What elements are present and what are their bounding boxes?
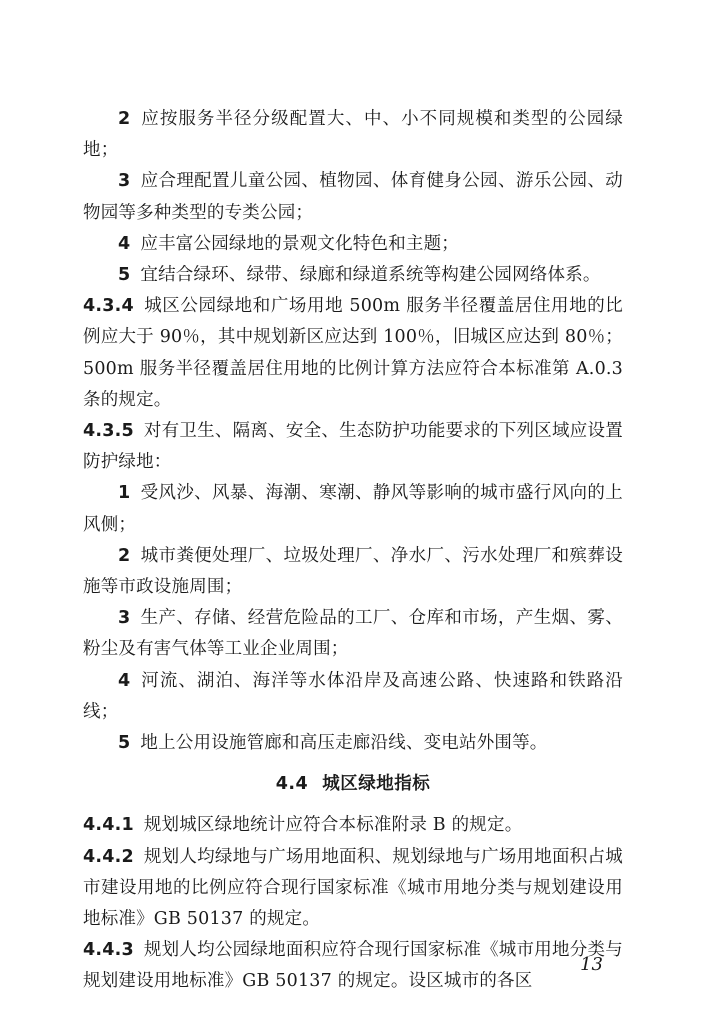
list-item (83, 229, 623, 260)
clause-text: 对有卫生、隔离、安全、生态防护功能要求的下列区域应设置防护绿地： (83, 421, 623, 473)
item-text: 生产、存储、经营危险品的工厂、仓库和市场，产生烟、雾、粉尘及有害气体等工业企业周围； (83, 608, 623, 660)
section-number: 4.4 (275, 774, 309, 795)
page-number: 13 (580, 954, 603, 975)
item-text: 地上公用设施管廊和高压走廊沿线、变电站外围等。 (140, 733, 548, 754)
clause-number: 4.3.5 (83, 421, 134, 442)
clause-number: 4.4.3 (83, 940, 134, 961)
item-number: 2 (118, 545, 131, 566)
item-number: 3 (118, 608, 131, 629)
item-text: 河流、湖泊、海洋等水体沿岸及高速公路、快速路和铁路沿线； (83, 670, 623, 722)
clause-text: 城区公园绿地和广场用地 500m 服务半径覆盖居住用地的比例应大于 90％，其中规划新区应达到 100％，旧城区应达到 80％；500m 服务半径覆盖居住用地的比例计算方法应符合本标准第 A.0.3 条的规定。 (83, 296, 623, 410)
clause-number: 4.3.4 (83, 296, 134, 317)
clause (83, 291, 623, 416)
item-number: 4 (118, 670, 131, 691)
list-item (83, 728, 623, 759)
section-title: 城区绿地指标 (322, 774, 431, 795)
list-item (83, 541, 623, 603)
item-text: 应按服务半径分级配置大、中、小不同规模和类型的公园绿地； (83, 109, 623, 161)
item-number: 4 (118, 233, 131, 254)
item-number: 2 (118, 109, 131, 129)
item-text: 应合理配置儿童公园、植物园、体育健身公园、游乐公园、动物园等多种类型的专类公园； (83, 171, 623, 223)
clause-number: 4.4.1 (83, 815, 134, 836)
item-text: 城市粪便处理厂、垃圾处理厂、净水厂、污水处理厂和殡葬设施等市政设施周围； (83, 545, 623, 598)
item-text: 受风沙、风暴、海潮、寒潮、静风等影响的城市盛行风向的上风侧； (83, 483, 623, 535)
clause (83, 935, 623, 997)
clause-text: 规划人均绿地与广场用地面积、规划绿地与广场用地面积占城市建设用地的比例应符合现行国家标准《城市用地分类与规划建设用地标准》GB 50137 的规定。 (83, 846, 623, 930)
list-item (83, 166, 623, 228)
clause (83, 810, 623, 841)
clause-number: 4.4.2 (83, 846, 134, 867)
item-text: 宜结合绿环、绿带、绿廊和绿道系统等构建公园网络体系。 (140, 265, 601, 286)
clause (83, 842, 623, 936)
clause-text: 规划城区绿地统计应符合本标准附录 B 的规定。 (143, 815, 523, 836)
item-number: 5 (118, 733, 131, 754)
item-number: 3 (118, 171, 131, 192)
section-heading (83, 769, 623, 800)
list-item (83, 260, 623, 291)
list-item (83, 478, 623, 540)
list-item (83, 603, 623, 665)
list-item (83, 104, 623, 166)
clause-text: 规划人均公园绿地面积应符合现行国家标准《城市用地分类与规划建设用地标准》GB 50137 的规定。设区城市的各区 (83, 940, 623, 992)
item-number: 5 (118, 265, 131, 286)
item-number: 1 (118, 483, 131, 504)
page-content (83, 104, 623, 998)
item-text: 应丰富公园绿地的景观文化特色和主题； (140, 233, 459, 254)
clause (83, 416, 623, 478)
list-item (83, 666, 623, 728)
